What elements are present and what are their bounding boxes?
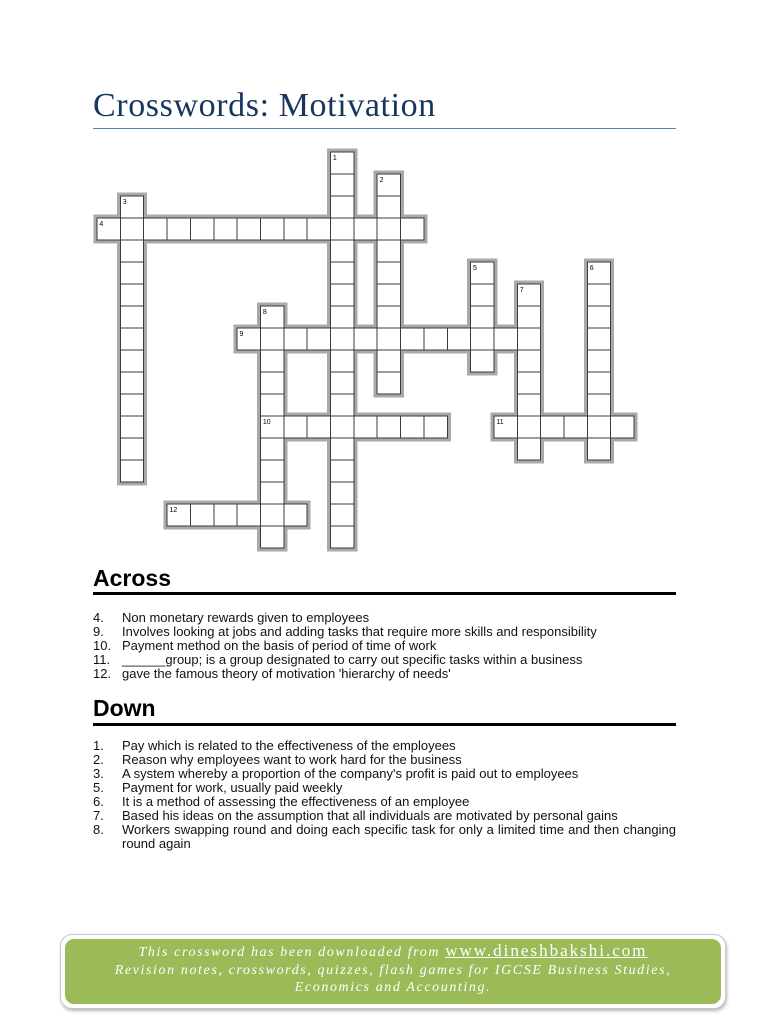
crossword-cell bbox=[260, 526, 283, 548]
crossword-cell bbox=[424, 416, 447, 438]
crossword-cell bbox=[401, 416, 424, 438]
across-heading: Across bbox=[93, 565, 171, 591]
clue-number: 4. bbox=[93, 610, 104, 625]
clue-number-label: 6 bbox=[589, 264, 594, 272]
crossword-cell bbox=[377, 218, 400, 240]
crossword-grid bbox=[90, 145, 640, 555]
crossword-cell bbox=[214, 504, 237, 526]
clue-number: 11. bbox=[93, 652, 111, 667]
clue-item bbox=[93, 809, 676, 823]
footer-banner bbox=[60, 934, 726, 1009]
crossword-cell bbox=[377, 372, 400, 394]
crossword-cell bbox=[284, 218, 307, 240]
clue-number-label: 9 bbox=[239, 330, 244, 338]
crossword-cell bbox=[587, 350, 610, 372]
crossword-cell bbox=[401, 218, 424, 240]
crossword-cell bbox=[424, 328, 447, 350]
clue-item bbox=[93, 625, 676, 639]
crossword-cell bbox=[587, 372, 610, 394]
crossword-cell bbox=[564, 416, 587, 438]
clue-text: Pay which is related to the effectiveness of the employees bbox=[122, 738, 456, 753]
clue-number: 1. bbox=[93, 738, 104, 753]
clue-number-label: 11 bbox=[496, 418, 504, 426]
crossword-cell bbox=[260, 372, 283, 394]
crossword-cell bbox=[120, 284, 143, 306]
crossword-cell bbox=[331, 240, 354, 262]
crossword-cell bbox=[517, 394, 540, 416]
clue-number: 6. bbox=[93, 794, 104, 809]
crossword-cell bbox=[307, 416, 330, 438]
crossword-cell bbox=[260, 350, 283, 372]
crossword-cell bbox=[331, 284, 354, 306]
crossword-cell bbox=[284, 328, 307, 350]
clue-number: 5. bbox=[93, 780, 104, 795]
crossword-cell bbox=[377, 416, 400, 438]
crossword-cell bbox=[260, 460, 283, 482]
crossword-cell bbox=[144, 218, 167, 240]
crossword-cell bbox=[331, 372, 354, 394]
footer-banner-body bbox=[65, 939, 721, 1004]
crossword-cell bbox=[120, 240, 143, 262]
crossword-cell bbox=[471, 306, 494, 328]
clue-text: Reason why employees want to work hard for the business bbox=[122, 752, 462, 767]
crossword-cell bbox=[494, 328, 517, 350]
crossword-cell bbox=[587, 416, 610, 438]
clue-item bbox=[93, 667, 676, 681]
crossword-cell bbox=[120, 416, 143, 438]
crossword-cell bbox=[120, 262, 143, 284]
crossword-cell bbox=[331, 328, 354, 350]
clue-number: 2. bbox=[93, 752, 104, 767]
crossword-cell bbox=[260, 394, 283, 416]
clue-item bbox=[93, 767, 676, 781]
crossword-cell bbox=[260, 504, 283, 526]
crossword-cell bbox=[260, 438, 283, 460]
crossword-cell bbox=[517, 372, 540, 394]
clue-text: Workers swapping round and doing each specific task for only a limited time and then changing round again bbox=[122, 822, 676, 851]
clue-text: It is a method of assessing the effectiveness of an employee bbox=[122, 794, 470, 809]
crossword-cell bbox=[517, 438, 540, 460]
clue-item bbox=[93, 653, 676, 667]
crossword-cell bbox=[471, 328, 494, 350]
clue-item bbox=[93, 611, 676, 625]
crossword-cell bbox=[331, 394, 354, 416]
crossword-cell bbox=[354, 328, 377, 350]
crossword-cell bbox=[447, 328, 470, 350]
crossword-cell bbox=[214, 218, 237, 240]
crossword-cell bbox=[587, 306, 610, 328]
crossword-cell bbox=[120, 328, 143, 350]
clue-text: Payment for work, usually paid weekly bbox=[122, 780, 343, 795]
footer-line-subjects: Economics and Accounting. bbox=[294, 980, 492, 995]
crossword-cell bbox=[587, 394, 610, 416]
clue-number-label: 3 bbox=[122, 198, 127, 206]
page-title: Crosswords: Motivation bbox=[93, 87, 436, 124]
clue-number-label: 5 bbox=[473, 264, 477, 272]
clue-text: A system whereby a proportion of the company's profit is paid out to employees bbox=[122, 766, 579, 781]
crossword-cell bbox=[307, 328, 330, 350]
clue-number-label: 4 bbox=[99, 220, 104, 228]
crossword-cell bbox=[377, 262, 400, 284]
crossword-cell bbox=[120, 372, 143, 394]
crossword-cell bbox=[541, 416, 564, 438]
footer-download-text: This crossword has been downloaded from bbox=[138, 945, 441, 960]
clue-number: 9. bbox=[93, 624, 104, 639]
crossword-cell bbox=[307, 218, 330, 240]
crossword-cell bbox=[331, 482, 354, 504]
crossword-cell bbox=[120, 306, 143, 328]
crossword-cell bbox=[331, 504, 354, 526]
clue-number-label: 10 bbox=[262, 418, 271, 426]
crossword-cell bbox=[260, 218, 283, 240]
clue-text: gave the famous theory of motivation 'hierarchy of needs' bbox=[122, 666, 451, 681]
crossword-cell bbox=[120, 460, 143, 482]
crossword-cell bbox=[587, 284, 610, 306]
crossword-cell bbox=[120, 350, 143, 372]
crossword-cell bbox=[331, 438, 354, 460]
clue-number-label: 8 bbox=[262, 308, 267, 316]
crossword-cell bbox=[120, 394, 143, 416]
website-link[interactable]: www.dineshbakshi.com bbox=[445, 941, 648, 960]
clue-number: 3. bbox=[93, 766, 104, 781]
clue-item bbox=[93, 739, 676, 753]
crossword-cell bbox=[237, 504, 260, 526]
clue-item bbox=[93, 795, 676, 809]
clue-text: Involves looking at jobs and adding tasks that require more skills and responsibility bbox=[122, 624, 597, 639]
crossword-cell bbox=[377, 240, 400, 262]
crossword-cell bbox=[190, 218, 213, 240]
crossword-cell bbox=[331, 526, 354, 548]
crossword-cell bbox=[377, 328, 400, 350]
clue-text: Non monetary rewards given to employees bbox=[122, 610, 370, 625]
crossword-cell bbox=[284, 416, 307, 438]
clue-text: Based his ideas on the assumption that all individuals are motivated by personal gains bbox=[122, 808, 618, 823]
crossword-cell bbox=[471, 350, 494, 372]
footer-line-revision: Revision notes, crosswords, quizzes, flash games for IGCSE Business Studies, bbox=[114, 962, 672, 978]
crossword-cell bbox=[517, 328, 540, 350]
crossword-cell bbox=[354, 218, 377, 240]
crossword-cell bbox=[587, 328, 610, 350]
crossword-cell bbox=[611, 416, 634, 438]
clue-item bbox=[93, 781, 676, 795]
clue-number-label: 1 bbox=[332, 154, 337, 162]
crossword-cell bbox=[120, 438, 143, 460]
crossword-cell bbox=[517, 416, 540, 438]
clue-number-label: 7 bbox=[519, 286, 524, 294]
crossword-cell bbox=[377, 196, 400, 218]
crossword-cell bbox=[401, 328, 424, 350]
down-heading: Down bbox=[93, 695, 156, 721]
crossword-cell bbox=[120, 218, 143, 240]
crossword-cell bbox=[260, 482, 283, 504]
crossword-cell bbox=[377, 306, 400, 328]
crossword-cell bbox=[587, 438, 610, 460]
crossword-cell bbox=[354, 416, 377, 438]
crossword-cell bbox=[331, 218, 354, 240]
crossword-cell bbox=[471, 284, 494, 306]
clue-text: ______group; is a group designated to carry out specific tasks within a business bbox=[122, 652, 583, 667]
crossword-cell bbox=[284, 504, 307, 526]
crossword-cell bbox=[377, 284, 400, 306]
across-divider bbox=[93, 592, 676, 595]
clue-item bbox=[93, 753, 676, 767]
crossword-cell bbox=[331, 196, 354, 218]
down-divider bbox=[93, 723, 676, 726]
clue-number: 7. bbox=[93, 808, 104, 823]
crossword-cell bbox=[331, 416, 354, 438]
crossword-cells bbox=[97, 152, 634, 548]
crossword-cell bbox=[331, 350, 354, 372]
clue-number: 12. bbox=[93, 666, 112, 681]
clue-number: 8. bbox=[93, 822, 104, 837]
title-divider bbox=[93, 128, 676, 129]
crossword-cell bbox=[331, 174, 354, 196]
crossword-cell bbox=[167, 218, 190, 240]
crossword-cell bbox=[517, 350, 540, 372]
down-clue-list bbox=[93, 739, 676, 851]
clue-item bbox=[93, 639, 676, 653]
crossword-cell bbox=[237, 218, 260, 240]
crossword-cell bbox=[260, 328, 283, 350]
clue-number: 10. bbox=[93, 638, 112, 653]
clue-number-label: 12 bbox=[169, 506, 178, 514]
crossword-cell bbox=[377, 350, 400, 372]
crossword-cell bbox=[331, 306, 354, 328]
crossword-cell bbox=[190, 504, 213, 526]
crossword-cell bbox=[331, 460, 354, 482]
clue-number-label: 2 bbox=[379, 176, 384, 184]
across-clue-list bbox=[93, 611, 676, 681]
clue-item bbox=[93, 823, 676, 851]
crossword-cell bbox=[517, 306, 540, 328]
crossword-cell bbox=[331, 262, 354, 284]
clue-text: Payment method on the basis of period of time of work bbox=[122, 638, 437, 653]
footer-line-download bbox=[65, 942, 721, 962]
